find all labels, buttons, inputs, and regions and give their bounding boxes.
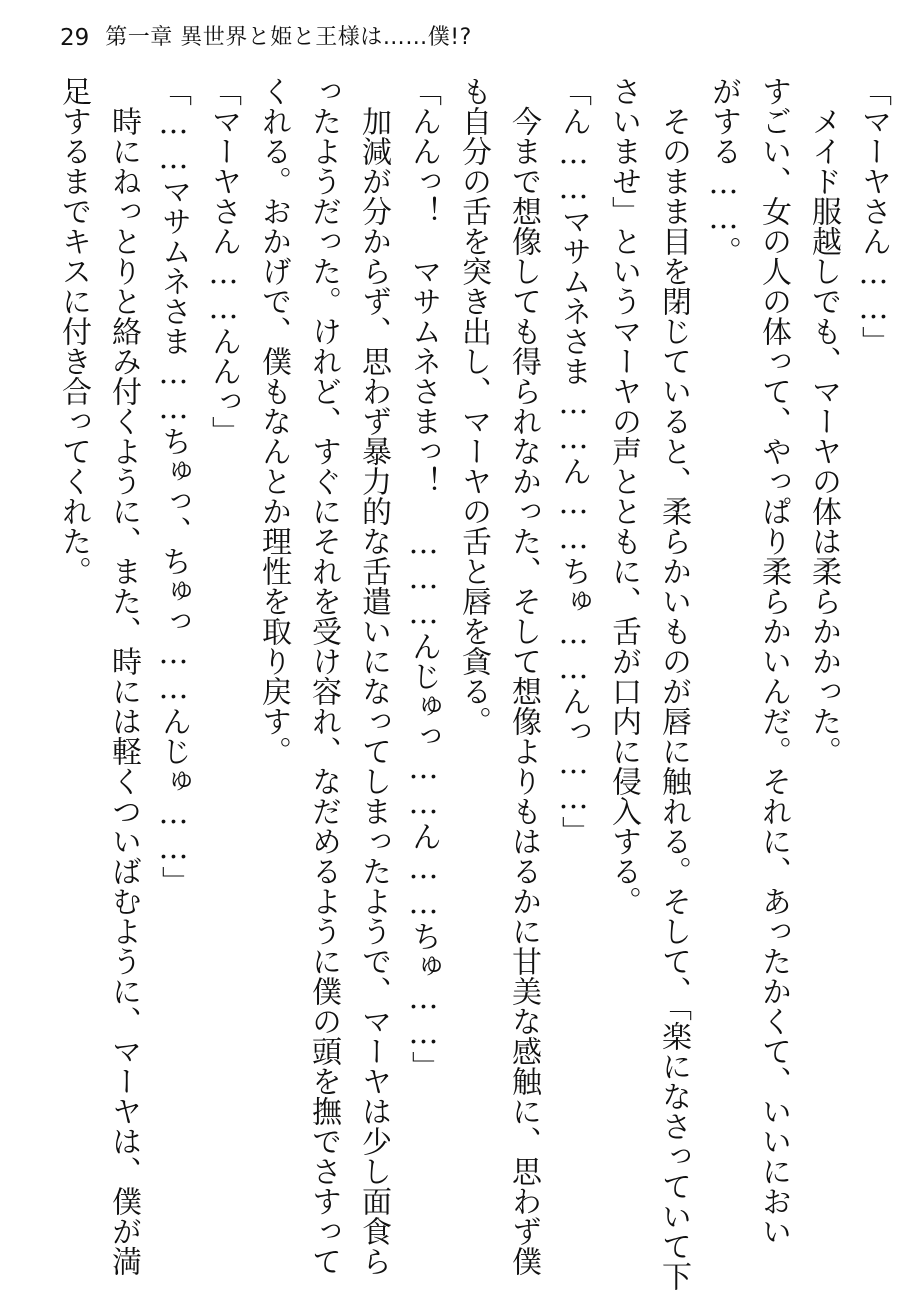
running-header — [60, 18, 472, 58]
text-line: 「んんっ！ マサムネさまっ！ ………んじゅっ……ん……ちゅ……」 — [406, 76, 441, 1081]
text-line: 「マーヤさん……」 — [856, 76, 891, 356]
text-line: 「ん……マサムネさま……ん……ちゅ……んっ……」 — [556, 76, 591, 846]
text-line: メイド服越しでも、マーヤの体は柔らかかった。 — [806, 76, 841, 766]
vertical-text-flow — [48, 76, 898, 1291]
text-line: 「……マサムネさま……ちゅっ、ちゅっ……んじゅ……」 — [156, 76, 191, 896]
text-line: そのまま目を閉じていると、柔らかいものが唇に触れる。そして、「楽になさっていて下 — [656, 76, 691, 1291]
text-line: も自分の舌を突き出し、マーヤの舌と唇を貪る。 — [456, 76, 491, 736]
text-line: さいませ」というマーヤの声とともに、舌が口内に侵入する。 — [606, 76, 641, 916]
text-line: すごい、女の人の体って、やっぱり柔らかいんだ。それに、あったかくて、いいにおい — [756, 76, 791, 1246]
text-line: 加減が分からず、思わず暴力的な舌遣いになってしまったようで、マーヤは少し面食ら — [356, 76, 391, 1276]
text-line: 足するまでキスに付き合ってくれた。 — [56, 76, 91, 586]
text-line: くれる。おかげで、僕もなんとか理性を取り戻す。 — [256, 76, 291, 766]
text-line: がする……。 — [706, 76, 741, 266]
text-line: 「マーヤさん……んんっ」 — [206, 76, 241, 446]
chapter-title: 第一章 異世界と姫と王様は……僕!? — [105, 25, 472, 50]
text-line: 今まで想像しても得られなかった、そして想像よりもはるかに甘美な感触に、思わず僕 — [506, 76, 541, 1276]
vertical-body-text — [48, 76, 891, 1291]
page-number: 29 — [60, 24, 90, 51]
text-line: ったようだった。けれど、すぐにそれを受け容れ、なだめるように僕の頭を撫でさすって — [306, 76, 341, 1276]
text-line: 時にねっとりと絡み付くように、また、時には軽くついばむように、マーヤは、僕が満 — [106, 76, 141, 1276]
